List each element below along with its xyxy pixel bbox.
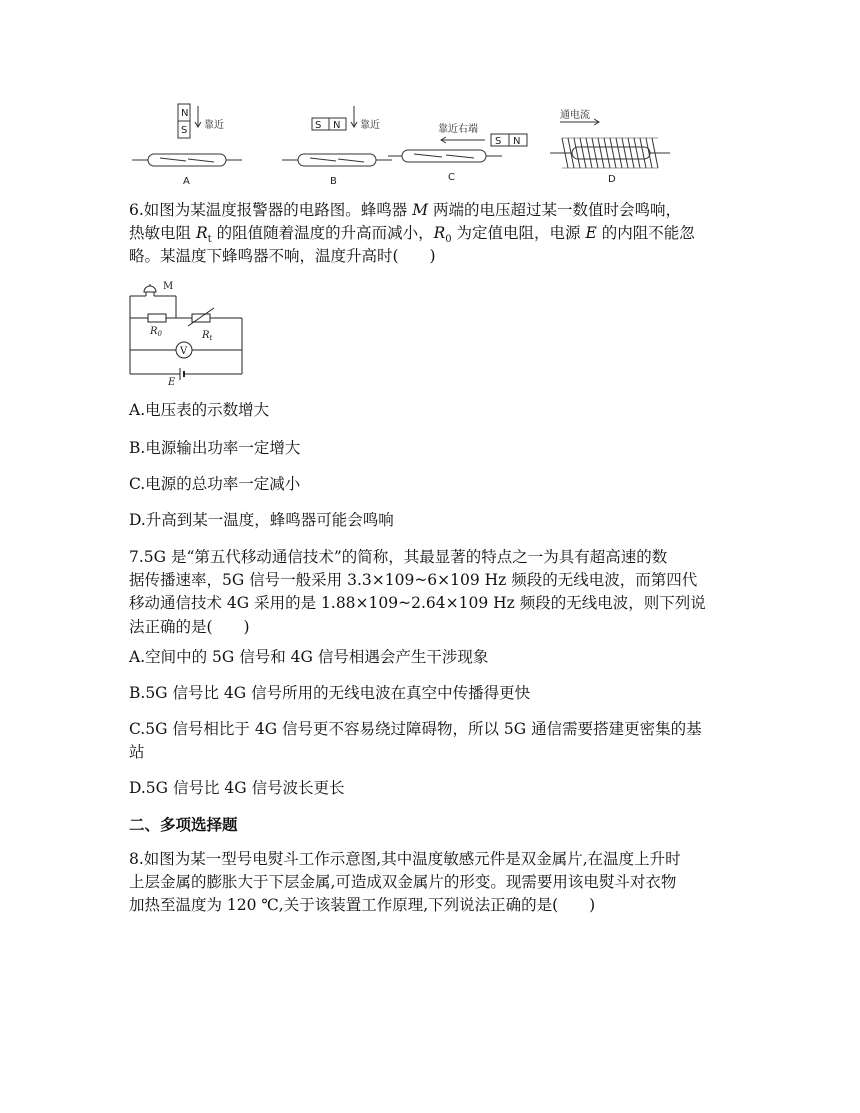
figure-b (282, 106, 392, 166)
circuit-e-label: E (168, 377, 176, 386)
q6-m-symbol: M (412, 201, 429, 219)
q7-line-4: 法正确的是( ) (129, 618, 250, 636)
approach-label-b: 靠近 (360, 120, 380, 131)
q6-option-a: A.电压表的示数增大 (129, 401, 270, 419)
q7-line-1: 7.5G 是“第五代移动通信技术”的简称，其最显著的特点之一为具有超高速的数 (129, 548, 668, 566)
q7-option-c-line-1: C.5G 信号相比于 4G 信号更不容易绕过障碍物，所以 5G 通信需要搭建更密集的基 (129, 720, 702, 738)
alarm-circuit-figure (128, 278, 246, 386)
q7-option-d: D.5G 信号比 4G 信号波长更长 (129, 779, 345, 797)
current-label-d: 通电流 (560, 110, 590, 121)
q7-option-a: A.空间中的 5G 信号和 4G 信号相遇会产生干涉现象 (129, 648, 489, 666)
pole-s-c: S (495, 136, 502, 147)
q6-line-2: 热敏电阻 $R_t$ 的阻值随着温度的升高而减小，$R_0$ 为定值电阻，电源 E 的内阻不能忽 (129, 224, 695, 246)
q7-line-2: 据传播速率，5G 信号一般采用 3.3×109~6×109 Hz 频段的无线电波，而第四代 (129, 571, 698, 589)
q6-option-d: D.升高到某一温度，蜂鸣器可能会鸣响 (129, 511, 394, 529)
q6-line-3: 略。某温度下蜂鸣器不响，温度升高时( ) (129, 247, 436, 265)
q7-line-3: 移动通信技术 4G 采用的是 1.88×109~2.64×109 Hz 频段的无线电波，则下列说 (129, 594, 706, 612)
figure-c (388, 134, 527, 162)
circuit-r0-label: $R_0$ (150, 326, 162, 338)
q7-option-c-line-2: 站 (129, 743, 145, 761)
q7-option-b: B.5G 信号比 4G 信号所用的无线电波在真空中传播得更快 (129, 684, 531, 702)
q8-line-3: 加热至温度为 120 ℃,关于该装置工作原理,下列说法正确的是( ) (129, 896, 596, 914)
q8-line-1: 8.如图为某一型号电熨斗工作示意图,其中温度敏感元件是双金属片,在温度上升时 (129, 850, 681, 868)
approach-label-a: 靠近 (204, 120, 224, 131)
q6-line-1: 6.如图为某温度报警器的电路图。蜂鸣器 M 两端的电压超过某一数值时会鸣响， (129, 201, 682, 219)
pole-n-a: N (181, 108, 189, 119)
q6-option-c: C.电源的总功率一定减小 (129, 475, 301, 493)
approach-right-label-c: 靠近右端 (438, 124, 478, 135)
pole-s-a: S (181, 125, 188, 136)
label-a: A (183, 176, 190, 187)
pole-n-b: N (333, 120, 341, 131)
label-c: C (448, 172, 455, 183)
pole-n-c: N (513, 136, 521, 147)
q8-line-2: 上层金属的膨胀大于下层金属,可造成双金属片的形变。现需要用该电熨斗对衣物 (129, 873, 677, 891)
circuit-voltmeter-label: V (180, 346, 188, 357)
circuit-m-label: M (163, 281, 174, 292)
pole-s-b: S (315, 120, 322, 131)
figure-d (550, 119, 670, 168)
circuit-rt-label: $R_t$ (202, 330, 213, 342)
label-d: D (608, 174, 616, 185)
q6-option-b: B.电源输出功率一定增大 (129, 439, 301, 457)
reed-switch-figure (130, 100, 710, 190)
label-b: B (330, 176, 337, 187)
section-2-title: 二、多项选择题 (129, 815, 238, 834)
